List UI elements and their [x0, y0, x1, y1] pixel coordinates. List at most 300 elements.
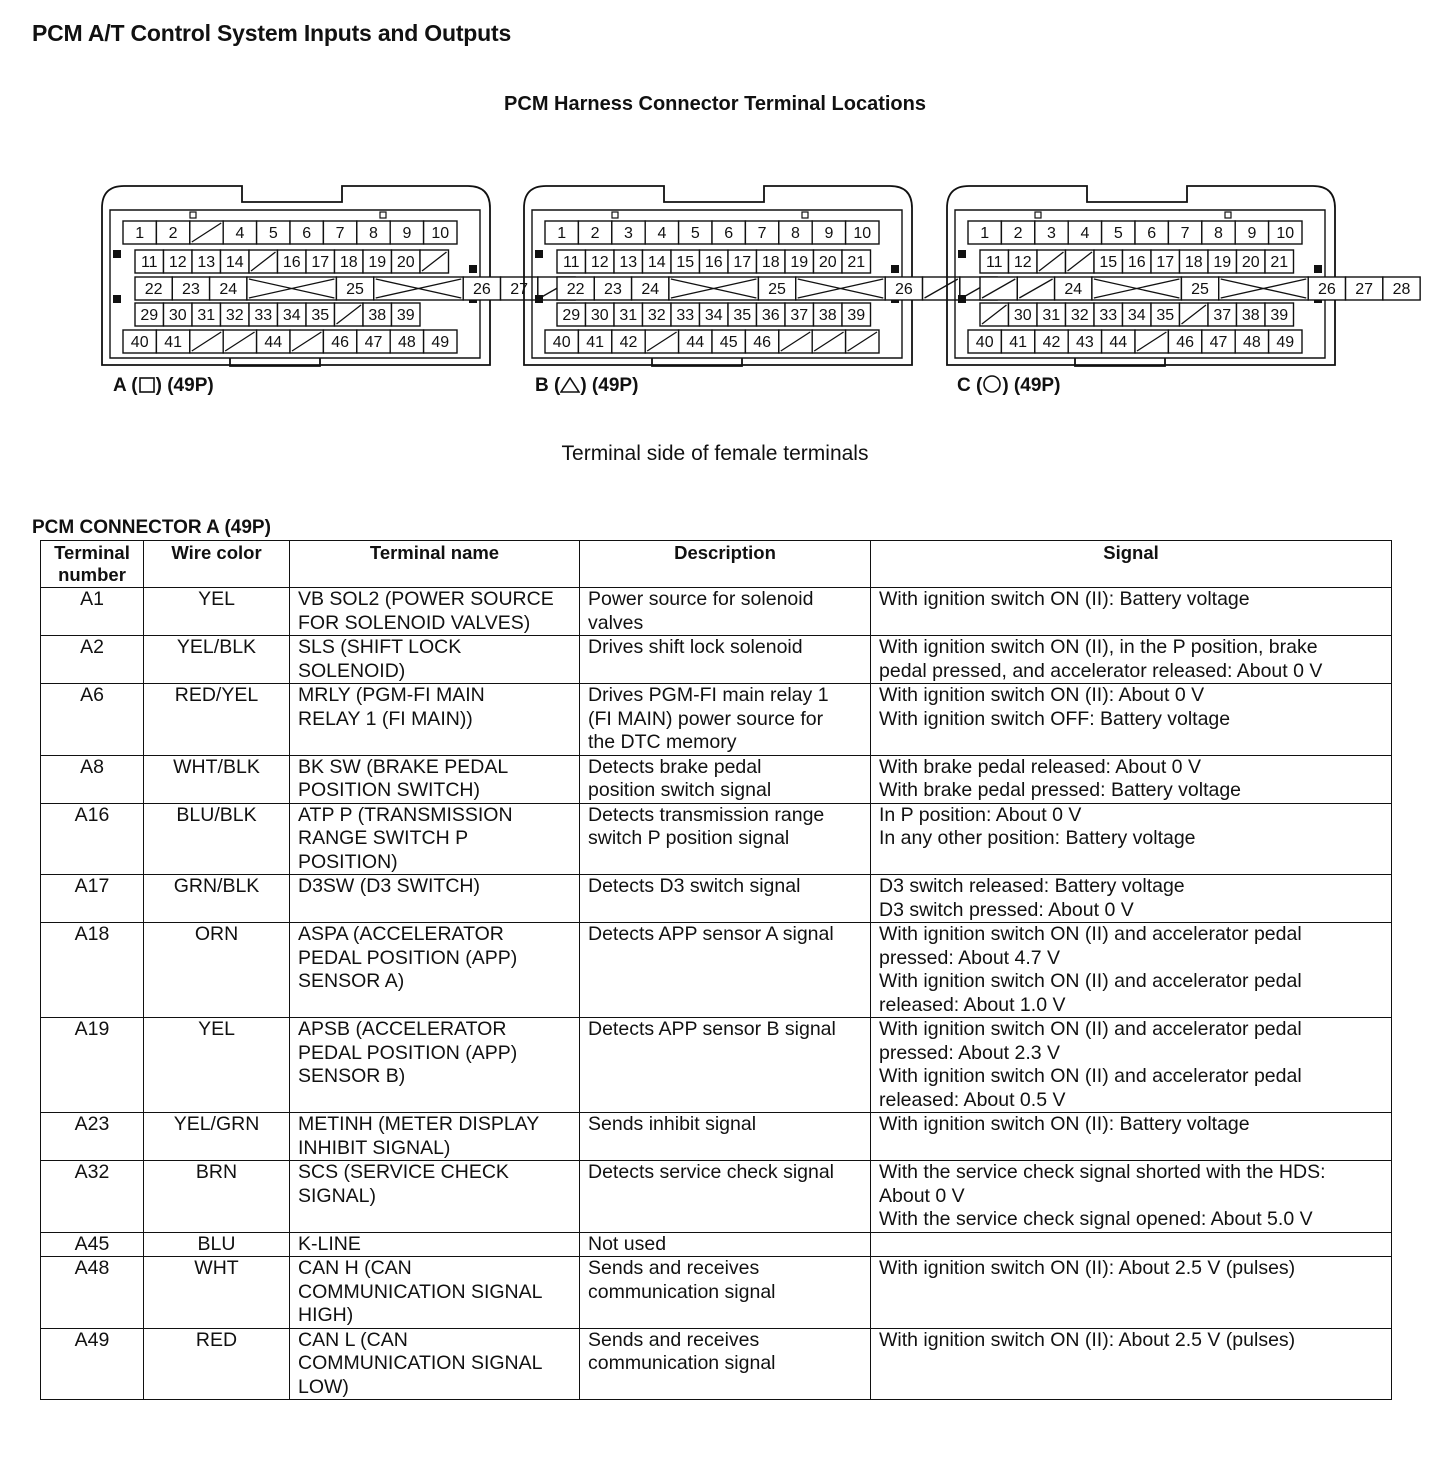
connector-c-label-prefix: C ( — [957, 375, 983, 396]
pin-number: 7 — [1180, 225, 1190, 242]
pin-number: 22 — [144, 281, 163, 298]
description-cell — [580, 755, 871, 803]
locking-tab-icon — [958, 250, 966, 258]
pin-cell — [336, 277, 373, 300]
empty-pin-cell — [249, 250, 278, 273]
pin-number: 20 — [818, 254, 837, 271]
pin-number: 31 — [1042, 307, 1061, 324]
pin-number: 11 — [562, 254, 580, 271]
pin-cell — [1068, 330, 1101, 353]
wire-color-cell-line: RED/YEL — [174, 684, 259, 706]
pin-number: 4 — [1080, 225, 1090, 242]
terminal-name-cell-line: SIGNAL) — [298, 1184, 377, 1207]
locking-tab-icon — [535, 295, 543, 303]
locking-tab-icon — [1314, 265, 1322, 273]
pin-number: 41 — [1009, 334, 1027, 351]
pin-cell — [123, 330, 156, 353]
terminal-number-cell-line: A32 — [74, 1161, 110, 1183]
pin-cell — [424, 330, 457, 353]
signal-cell-line: With the service check signal shorted with the HDS: — [879, 1161, 1326, 1183]
empty-pin-cell — [846, 330, 879, 353]
wire-color-cell — [144, 588, 290, 636]
signal-cell-line: With ignition switch ON (II): About 2.5 V (pulses) — [879, 1328, 1296, 1351]
terminal-number-cell — [41, 755, 144, 803]
pin-cell — [1180, 250, 1209, 273]
pin-cell — [135, 277, 172, 300]
pin-number: 27 — [1355, 281, 1374, 298]
pin-number: 28 — [1392, 281, 1411, 298]
pin-number: 25 — [768, 281, 786, 298]
pin-number: 18 — [1184, 254, 1203, 271]
pin-cell — [1037, 303, 1066, 326]
description-cell — [580, 923, 871, 1018]
pin-cell — [712, 330, 745, 353]
table-row — [41, 1161, 1392, 1233]
terminal-number-cell — [41, 803, 144, 875]
pin-number: 9 — [1247, 225, 1257, 242]
table-row — [41, 1018, 1392, 1113]
terminal-number-cell — [41, 636, 144, 684]
pin-number: 44 — [686, 334, 705, 351]
pin-number: 25 — [346, 281, 364, 298]
pin-cell — [1237, 250, 1266, 273]
pin-cell — [594, 277, 631, 300]
wire-color-cell-line: BLU/BLK — [176, 803, 257, 826]
terminal-name-cell-line: METINH (METER DISPLAY — [298, 1113, 540, 1135]
empty-pin-cell — [812, 330, 845, 353]
wire-color-cell-line: GRN/BLK — [173, 875, 260, 897]
terminal-name-cell-line: LOW) — [298, 1375, 349, 1398]
terminal-number-cell-line: A17 — [74, 875, 110, 897]
key-tick-icon — [380, 212, 386, 218]
header-signal: Signal — [871, 541, 1392, 588]
signal-cell-line: With ignition switch ON (II), in the P position, brake — [879, 636, 1318, 658]
pin-number: 30 — [590, 307, 609, 324]
key-tick-icon — [190, 212, 196, 218]
pin-cell — [643, 303, 672, 326]
terminal-name-cell-line: CAN H (CAN — [298, 1257, 412, 1279]
pin-cell — [1265, 303, 1294, 326]
description-cell-line: (FI MAIN) power source for — [588, 707, 824, 730]
pin-number: 10 — [853, 225, 872, 242]
description-cell-line: Sends inhibit signal — [588, 1113, 757, 1135]
pin-cell — [842, 303, 871, 326]
signal-cell-line: With brake pedal pressed: Battery voltage — [879, 779, 1242, 801]
description-cell-line: Detects D3 switch signal — [588, 875, 801, 897]
terminal-name-cell-line: POSITION SWITCH) — [298, 779, 480, 801]
terminal-name-cell-line: SENSOR A) — [298, 970, 405, 992]
table-row — [41, 636, 1392, 684]
pin-cell — [545, 221, 578, 244]
pin-cell — [679, 221, 712, 244]
empty-pin-cell — [1135, 330, 1168, 353]
pin-cell — [1001, 330, 1034, 353]
pin-number: 49 — [1276, 334, 1295, 351]
pin-cell — [671, 250, 700, 273]
description-cell-line: position switch signal — [588, 779, 772, 801]
description-cell-line: Sends and receives — [588, 1328, 760, 1351]
pin-number: 40 — [552, 334, 571, 351]
pin-cell — [390, 330, 423, 353]
terminal-number-cell — [41, 588, 144, 636]
pin-number: 46 — [1176, 334, 1194, 351]
pin-cell — [1001, 221, 1034, 244]
pin-number: 21 — [847, 254, 866, 271]
blocked-pin-cell — [1092, 277, 1182, 300]
terminal-number-cell — [41, 1018, 144, 1113]
signal-cell-line: With brake pedal released: About 0 V — [879, 755, 1201, 778]
pin-number: 32 — [1070, 307, 1089, 324]
pin-cell — [1269, 221, 1302, 244]
pin-cell — [1269, 330, 1302, 353]
pin-cell — [545, 330, 578, 353]
pin-cell — [1094, 303, 1123, 326]
pin-number: 19 — [368, 254, 387, 271]
pin-cell — [357, 330, 390, 353]
terminal-name-cell-line: PEDAL POSITION (APP) — [298, 946, 518, 969]
wire-color-cell — [144, 755, 290, 803]
connector-svg — [935, 180, 1411, 370]
pin-cell — [357, 221, 390, 244]
signal-cell — [871, 875, 1392, 923]
pin-cell — [335, 250, 364, 273]
signal-cell — [871, 636, 1392, 684]
pin-number: 44 — [1109, 334, 1128, 351]
pin-cell — [172, 277, 209, 300]
connector-a-label-suffix: ) (49P) — [155, 375, 214, 396]
empty-pin-cell — [645, 330, 678, 353]
description-cell-line: switch P position signal — [588, 827, 790, 849]
pin-number: 7 — [757, 225, 767, 242]
blocked-pin-cell — [669, 277, 759, 300]
pin-number: 39 — [847, 307, 866, 324]
page-title: PCM A/T Control System Inputs and Outputs — [32, 20, 512, 46]
wire-color-cell-line: BLU — [197, 1232, 236, 1255]
pin-cell — [123, 221, 156, 244]
description-cell — [580, 1232, 871, 1257]
connector-svg — [90, 180, 529, 370]
pin-number: 46 — [753, 334, 771, 351]
signal-cell — [871, 803, 1392, 875]
pin-cell — [700, 303, 729, 326]
terminal-name-cell-line: APSB (ACCELERATOR — [298, 1018, 507, 1040]
wire-color-cell — [144, 1257, 290, 1329]
signal-cell-line: With ignition switch ON (II): Battery voltage — [879, 1113, 1250, 1135]
pin-cell — [192, 250, 221, 273]
pin-cell — [1068, 221, 1101, 244]
connector-a-label — [113, 375, 214, 397]
pin-number: 40 — [130, 334, 149, 351]
description-cell-line: communication signal — [588, 1352, 776, 1374]
pin-number: 16 — [704, 254, 723, 271]
pin-cell — [1094, 250, 1123, 273]
signal-cell-line: With ignition switch ON (II) and accelerator pedal — [879, 1018, 1302, 1040]
pin-number: 47 — [1209, 334, 1228, 351]
terminal-name-cell — [290, 1257, 580, 1329]
connector-c-label-suffix: ) (49P) — [1002, 375, 1061, 396]
terminal-number-cell — [41, 875, 144, 923]
empty-pin-cell — [1066, 250, 1095, 273]
header-number-line: number — [58, 564, 126, 585]
terminal-number-cell-line: A1 — [80, 588, 104, 610]
pin-cell — [757, 250, 786, 273]
empty-pin-cell — [980, 303, 1009, 326]
wire-color-cell — [144, 684, 290, 756]
pin-number: 26 — [894, 281, 913, 298]
circle-symbol-icon — [982, 375, 1002, 393]
pin-number: 48 — [398, 334, 416, 351]
pin-cell — [257, 221, 290, 244]
pin-cell — [135, 250, 164, 273]
pin-cell — [156, 330, 189, 353]
connector-b-label-suffix: ) (49P) — [580, 375, 639, 396]
pin-cell — [1151, 250, 1180, 273]
terminal-name-cell-line: INHIBIT SIGNAL) — [298, 1136, 451, 1159]
terminal-number-cell — [41, 1113, 144, 1161]
empty-pin-cell — [420, 250, 449, 273]
pin-number: 11 — [985, 254, 1003, 271]
table-row — [41, 875, 1392, 923]
table-row — [41, 684, 1392, 756]
pin-number: 38 — [1241, 307, 1260, 324]
signal-cell-line: pressed: About 2.3 V — [879, 1041, 1061, 1064]
pin-cell — [1208, 250, 1237, 273]
header-terminal-line: Terminal — [54, 542, 130, 563]
terminal-name-cell-line: SOLENOID) — [298, 659, 406, 682]
table-row — [41, 755, 1392, 803]
pin-number: 10 — [431, 225, 450, 242]
pin-cell — [745, 330, 778, 353]
blocked-pin-cell — [247, 277, 337, 300]
pin-number: 1 — [980, 225, 990, 242]
pin-number: 37 — [790, 307, 809, 324]
wire-color-cell-line: YEL — [198, 1018, 235, 1040]
description-cell-line: Power source for solenoid — [588, 588, 814, 610]
pin-number: 41 — [586, 334, 604, 351]
pin-cell — [885, 277, 922, 300]
pin-number: 38 — [818, 307, 837, 324]
pin-number: 19 — [790, 254, 809, 271]
pin-number: 41 — [164, 334, 182, 351]
pin-cell — [392, 250, 421, 273]
description-cell — [580, 636, 871, 684]
signal-cell — [871, 1113, 1392, 1161]
table-header-row — [41, 541, 1392, 588]
pin-number: 16 — [1127, 254, 1146, 271]
signal-cell-line: With ignition switch ON (II) and accelerator pedal — [879, 923, 1302, 945]
pin-number: 33 — [254, 307, 273, 324]
pin-cell — [390, 221, 423, 244]
pin-cell — [221, 303, 250, 326]
terminal-name-cell-line: K-LINE — [298, 1232, 361, 1255]
pin-number: 3 — [624, 225, 633, 242]
terminal-number-cell-line: A23 — [74, 1113, 110, 1135]
pin-number: 13 — [619, 254, 638, 271]
pin-number: 4 — [657, 225, 667, 242]
connector-b-diagram — [512, 180, 922, 370]
pin-number: 47 — [364, 334, 383, 351]
signal-cell-line: pressed: About 4.7 V — [879, 946, 1061, 969]
pin-cell — [745, 221, 778, 244]
pin-number: 4 — [235, 225, 245, 242]
pin-number: 31 — [619, 307, 638, 324]
pin-number: 17 — [311, 254, 330, 271]
pin-number: 7 — [335, 225, 345, 242]
description-cell-line: Drives shift lock solenoid — [588, 636, 803, 658]
description-cell-line: Detects brake pedal — [588, 755, 762, 778]
signal-cell-line: released: About 0.5 V — [879, 1088, 1066, 1111]
terminal-number-cell-line: A6 — [80, 684, 104, 706]
wire-color-cell-line: YEL — [198, 588, 235, 610]
pin-cell — [968, 221, 1001, 244]
wire-color-cell — [144, 803, 290, 875]
terminal-name-cell-line: CAN L (CAN — [298, 1328, 408, 1351]
pin-cell — [323, 330, 356, 353]
terminal-name-cell-line: POSITION) — [298, 850, 398, 873]
pin-number: 32 — [647, 307, 666, 324]
description-cell-line: valves — [588, 611, 644, 634]
terminal-name-cell-line: SLS (SHIFT LOCK — [298, 636, 462, 658]
terminal-number-cell — [41, 923, 144, 1018]
pin-cell — [1168, 221, 1201, 244]
pin-cell — [980, 250, 1009, 273]
pin-cell — [645, 221, 678, 244]
pin-number: 14 — [225, 254, 244, 271]
wire-color-cell-line: WHT — [194, 1257, 239, 1279]
table-row — [41, 1232, 1392, 1257]
pin-cell — [785, 250, 814, 273]
pin-cell — [290, 221, 323, 244]
terminal-name-cell — [290, 755, 580, 803]
pin-number: 1 — [557, 225, 567, 242]
description-cell — [580, 1328, 871, 1400]
pin-number: 34 — [704, 307, 723, 324]
table-row — [41, 923, 1392, 1018]
pin-number: 45 — [719, 334, 738, 351]
pin-number: 35 — [1156, 307, 1175, 324]
locking-tab-icon — [958, 295, 966, 303]
description-cell-line: the DTC memory — [588, 731, 737, 753]
wire-color-cell-line: BRN — [195, 1161, 238, 1183]
pin-number: 3 — [1047, 225, 1056, 242]
description-cell — [580, 1257, 871, 1329]
pin-number: 2 — [590, 225, 600, 242]
pin-cell — [221, 250, 250, 273]
pin-number: 18 — [339, 254, 358, 271]
pin-cell — [323, 221, 356, 244]
pin-cell — [257, 330, 290, 353]
pin-number: 14 — [647, 254, 666, 271]
pin-cell — [728, 303, 757, 326]
pin-cell — [1168, 330, 1201, 353]
key-tick-icon — [612, 212, 618, 218]
signal-cell-line: pedal pressed, and accelerator released: About 0 V — [879, 659, 1323, 682]
pin-cell — [1009, 303, 1038, 326]
connector-b-label — [535, 375, 638, 397]
key-tick-icon — [1225, 212, 1231, 218]
pin-cell — [1383, 277, 1420, 300]
signal-cell-line: With ignition switch ON (II): About 0 V — [879, 684, 1205, 706]
empty-pin-cell — [1017, 277, 1054, 300]
blocked-pin-cell — [1219, 277, 1309, 300]
terminal-number-cell-line: A19 — [74, 1018, 110, 1040]
pin-cell — [612, 221, 645, 244]
pin-cell — [612, 330, 645, 353]
pin-number: 26 — [472, 281, 491, 298]
terminal-number-cell-line: A16 — [74, 803, 110, 826]
signal-cell-line: With ignition switch ON (II): Battery voltage — [879, 588, 1250, 610]
wire-color-cell — [144, 1113, 290, 1161]
signal-cell-line: released: About 1.0 V — [879, 993, 1066, 1016]
pin-cell — [156, 221, 189, 244]
description-cell — [580, 1161, 871, 1233]
pin-number: 42 — [1042, 334, 1061, 351]
table-row — [41, 1113, 1392, 1161]
connector-c-diagram — [935, 180, 1411, 370]
terminal-number-cell — [41, 1257, 144, 1329]
pin-number: 8 — [1214, 225, 1223, 242]
pin-number: 16 — [282, 254, 301, 271]
connector-a-diagram — [90, 180, 529, 370]
pin-cell — [1009, 250, 1038, 273]
pin-cell — [223, 221, 256, 244]
pin-cell — [614, 303, 643, 326]
pin-number: 46 — [331, 334, 349, 351]
empty-pin-cell — [1037, 250, 1066, 273]
terminal-name-cell — [290, 636, 580, 684]
pin-cell — [557, 277, 594, 300]
signal-cell — [871, 755, 1392, 803]
pin-number: 48 — [1243, 334, 1261, 351]
pin-cell — [1151, 303, 1180, 326]
pin-cell — [164, 303, 193, 326]
pin-cell — [846, 221, 879, 244]
signal-cell — [871, 1232, 1392, 1257]
terminal-name-cell-line: VB SOL2 (POWER SOURCE — [298, 588, 554, 610]
terminal-name-cell-line: FOR SOLENOID VALVES) — [298, 611, 531, 634]
pin-number: 1 — [135, 225, 145, 242]
terminal-number-cell — [41, 684, 144, 756]
connector-svg — [512, 180, 922, 370]
pin-cell — [278, 250, 307, 273]
empty-pin-cell — [1180, 303, 1209, 326]
pin-cell — [1346, 277, 1383, 300]
pin-number: 22 — [566, 281, 585, 298]
terminal-number-cell — [41, 1161, 144, 1233]
pin-cell — [210, 277, 247, 300]
pin-number: 20 — [1241, 254, 1260, 271]
empty-pin-cell — [290, 330, 323, 353]
pin-number: 21 — [1270, 254, 1289, 271]
pin-cell — [1055, 277, 1092, 300]
terminal-name-cell-line: RELAY 1 (FI MAIN)) — [298, 707, 473, 730]
terminal-name-cell-line: MRLY (PGM-FI MAIN — [298, 684, 485, 706]
signal-cell — [871, 1257, 1392, 1329]
pin-cell — [306, 303, 335, 326]
signal-cell — [871, 923, 1392, 1018]
pin-cell — [968, 330, 1001, 353]
terminal-name-cell — [290, 684, 580, 756]
pin-number: 35 — [311, 307, 330, 324]
pin-number: 29 — [562, 307, 581, 324]
pin-cell — [712, 221, 745, 244]
pin-cell — [1237, 303, 1266, 326]
pin-number: 24 — [1064, 281, 1083, 298]
pin-number: 9 — [824, 225, 834, 242]
pin-cell — [192, 303, 221, 326]
pin-number: 15 — [1099, 254, 1118, 271]
key-tick-icon — [802, 212, 808, 218]
